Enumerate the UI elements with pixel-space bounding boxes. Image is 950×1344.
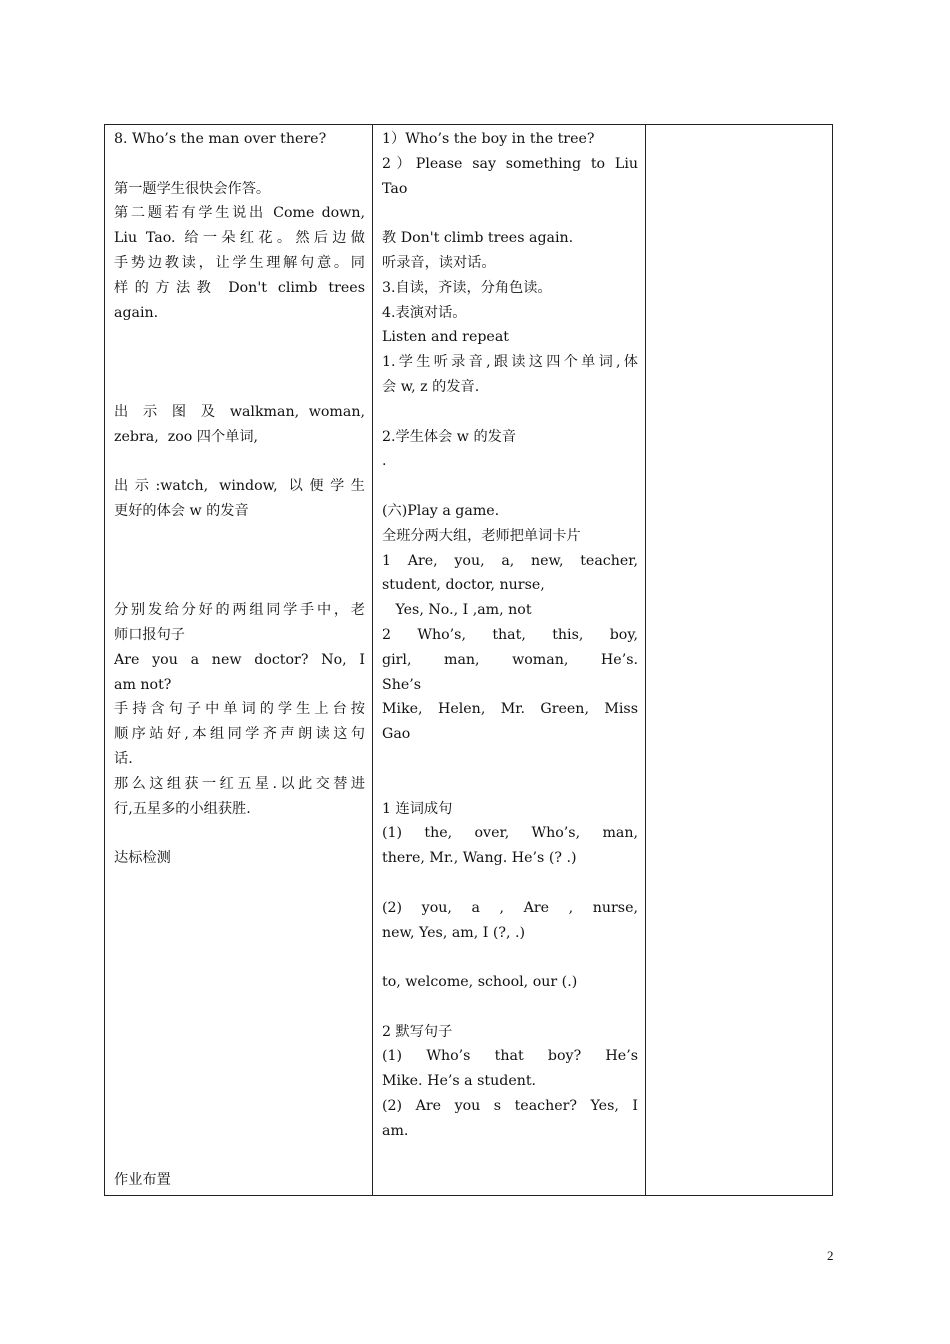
text-line: 手持含句子中单词的学生上台按 bbox=[114, 701, 365, 718]
text-line: (2) Are you s teacher? Yes, I bbox=[382, 1098, 638, 1115]
text-line bbox=[114, 1144, 365, 1169]
text-line bbox=[382, 201, 638, 226]
text-line bbox=[114, 573, 365, 598]
text-line: 会 w, z 的发音. bbox=[382, 378, 480, 395]
text-line: new, Yes, am, I (?, .) bbox=[382, 924, 526, 941]
text-line: 3.自读，齐读，分角色读。 bbox=[382, 279, 552, 296]
text-line bbox=[114, 449, 365, 474]
text-line: 第一题学生很快会作答。 bbox=[114, 180, 271, 197]
text-line: 1.学生听录音,跟读这四个单词,体 bbox=[382, 354, 638, 371]
text-line: 行,五星多的小组获胜. bbox=[114, 800, 251, 817]
text-line bbox=[114, 1094, 365, 1119]
lesson-plan-table bbox=[104, 124, 833, 1196]
text-line: 手势边教读，让学生理解句意。同 bbox=[114, 254, 365, 271]
text-line bbox=[114, 970, 365, 995]
text-line bbox=[114, 350, 365, 375]
text-line: 顺序站好,本组同学齐声朗读这句 bbox=[114, 726, 365, 743]
text-line bbox=[114, 921, 365, 946]
text-line bbox=[114, 524, 365, 549]
text-line: 2 默写句子 bbox=[382, 1023, 453, 1040]
right-column-text bbox=[646, 125, 832, 127]
text-line bbox=[382, 400, 638, 425]
text-line bbox=[114, 1044, 365, 1069]
text-line: 更好的体会 w 的发音 bbox=[114, 502, 249, 519]
notes-cell bbox=[646, 125, 833, 1196]
text-line: 分别发给分好的两组同学手中，老 bbox=[114, 602, 365, 619]
text-line: zebra, zoo 四个单词, bbox=[114, 428, 259, 445]
text-line: 听录音，读对话。 bbox=[382, 254, 496, 271]
text-line: Listen and repeat bbox=[382, 329, 509, 346]
text-line bbox=[114, 325, 365, 350]
text-line: 达标检测 bbox=[114, 850, 171, 867]
text-line: Mike. He’s a student. bbox=[382, 1073, 537, 1090]
text-line: Mike, Helen, Mr. Green, Miss bbox=[382, 701, 638, 718]
text-line: 1 连词成句 bbox=[382, 800, 453, 817]
text-line: Tao bbox=[382, 180, 408, 197]
middle-column-text bbox=[373, 125, 645, 1144]
student-activity-cell bbox=[373, 125, 646, 1196]
text-line: 1 Are, you, a, new, teacher, bbox=[382, 552, 638, 569]
text-line: 1）Who’s the boy in the tree? bbox=[382, 131, 595, 147]
text-line: 教 Don't climb trees again. bbox=[382, 230, 574, 247]
text-line: Gao bbox=[382, 726, 411, 743]
text-line: 那么这组获一红五星.以此交替进 bbox=[114, 775, 365, 792]
text-line: am not? bbox=[114, 676, 172, 693]
text-line: 4.表演对话。 bbox=[382, 304, 467, 321]
text-line: 话. bbox=[114, 750, 133, 767]
text-line: 出示:watch, window, 以便学生 bbox=[114, 478, 365, 495]
text-line: there, Mr., Wang. He’s (? .) bbox=[382, 850, 577, 867]
text-line bbox=[382, 474, 638, 499]
text-line bbox=[114, 152, 365, 177]
text-line: 师口报句子 bbox=[114, 626, 185, 643]
text-line bbox=[382, 747, 638, 772]
text-line bbox=[114, 1020, 365, 1045]
text-line bbox=[114, 871, 365, 896]
text-line bbox=[114, 1119, 365, 1144]
text-line: (六)Play a game. bbox=[382, 502, 500, 519]
text-line: 样的方法教 Don't climb trees bbox=[114, 279, 365, 296]
text-line bbox=[114, 549, 365, 574]
text-line: . bbox=[382, 453, 387, 470]
text-line: Are you a new doctor? No, I bbox=[114, 651, 365, 668]
text-line: again. bbox=[114, 304, 159, 321]
text-line: girl, man, woman, He’s. bbox=[382, 651, 638, 668]
text-line: 2）Please say something to Liu bbox=[382, 155, 638, 172]
text-line: 全班分两大组，老师把单词卡片 bbox=[382, 527, 581, 544]
left-column-text bbox=[105, 125, 372, 1193]
teacher-activity-cell bbox=[105, 125, 373, 1196]
text-line bbox=[382, 945, 638, 970]
text-line: am. bbox=[382, 1122, 409, 1139]
text-line: student, doctor, nurse, bbox=[382, 577, 545, 594]
text-line: (1) the, over, Who’s, man, bbox=[382, 825, 638, 842]
text-line: to, welcome, school, our (.) bbox=[382, 974, 578, 991]
text-line: (2) you, a , Are , nurse, bbox=[382, 899, 638, 916]
text-line: Liu Tao. 给一朵红花。然后边做 bbox=[114, 230, 365, 247]
text-line bbox=[114, 945, 365, 970]
text-line bbox=[114, 375, 365, 400]
text-line: 作业布置 bbox=[114, 1172, 171, 1189]
text-line: 出 示 图 及 walkman, woman, bbox=[114, 403, 365, 420]
text-line: 2 Who’s, that, this, boy, bbox=[382, 626, 638, 643]
page-number: 2 bbox=[827, 1248, 834, 1263]
text-line: 第二题若有学生说出 Come down, bbox=[114, 205, 365, 222]
text-line bbox=[114, 1069, 365, 1094]
text-line bbox=[382, 871, 638, 896]
text-line bbox=[382, 772, 638, 797]
text-line: 8. Who’s the man over there? bbox=[114, 131, 327, 147]
text-line: She’s bbox=[382, 676, 422, 693]
table-row bbox=[105, 125, 833, 1196]
text-line bbox=[114, 821, 365, 846]
text-line: 2.学生体会 w 的发音 bbox=[382, 428, 517, 445]
text-line: Yes, No., I ,am, not bbox=[382, 602, 532, 619]
text-line: (1) Who’s that boy? He’s bbox=[382, 1048, 638, 1065]
text-line bbox=[382, 995, 638, 1020]
text-line bbox=[114, 995, 365, 1020]
text-line bbox=[114, 896, 365, 921]
